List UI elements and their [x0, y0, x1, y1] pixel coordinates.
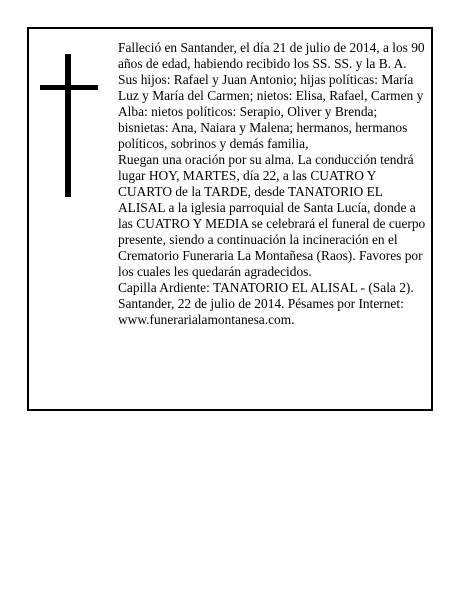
cross-vertical-bar	[65, 54, 71, 197]
cross-icon	[40, 54, 98, 197]
cross-horizontal-bar	[40, 85, 98, 90]
obituary-text	[118, 40, 428, 328]
obituary-notice-frame	[27, 27, 433, 411]
notice-paragraph-service: Ruegan una oración por su alma. La conducción tendrá lugar HOY, MARTES, día 22, a las CUATRO Y CUARTO de la TARDE, desde TANATORIO EL ALISAL a la iglesia parroquial de Santa Lucía, donde a las CUATRO Y MEDIA se celebrará el funeral de cuerpo presente, siendo a continuación la incineración en el Crematorio Funeraria La Montañesa (Raos). Favores por los cuales les quedarán agradecidos.	[118, 152, 426, 279]
notice-paragraph-family: Sus hijos: Rafael y Juan Antonio; hijas políticas: María Luz y María del Carmen; nietos: Elisa, Rafael, Carmen y Alba: nietos políticos: Serapio, Oliver y Brenda; bisnietas: Ana, Naiara y Malena; hermanos, hermanos políticos, sobrinos y demás familia,	[118, 72, 424, 151]
notice-paragraph-death: Falleció en Santander, el día 21 de julio de 2014, a los 90 años de edad, habiendo recibido los SS. SS. y la B. A.	[118, 40, 425, 71]
notice-paragraph-chapel: Capilla Ardiente: TANATORIO EL ALISAL - (Sala 2). Santander, 22 de julio de 2014. Pésames por Internet: www.funerarialamontanesa.com.	[118, 280, 414, 327]
